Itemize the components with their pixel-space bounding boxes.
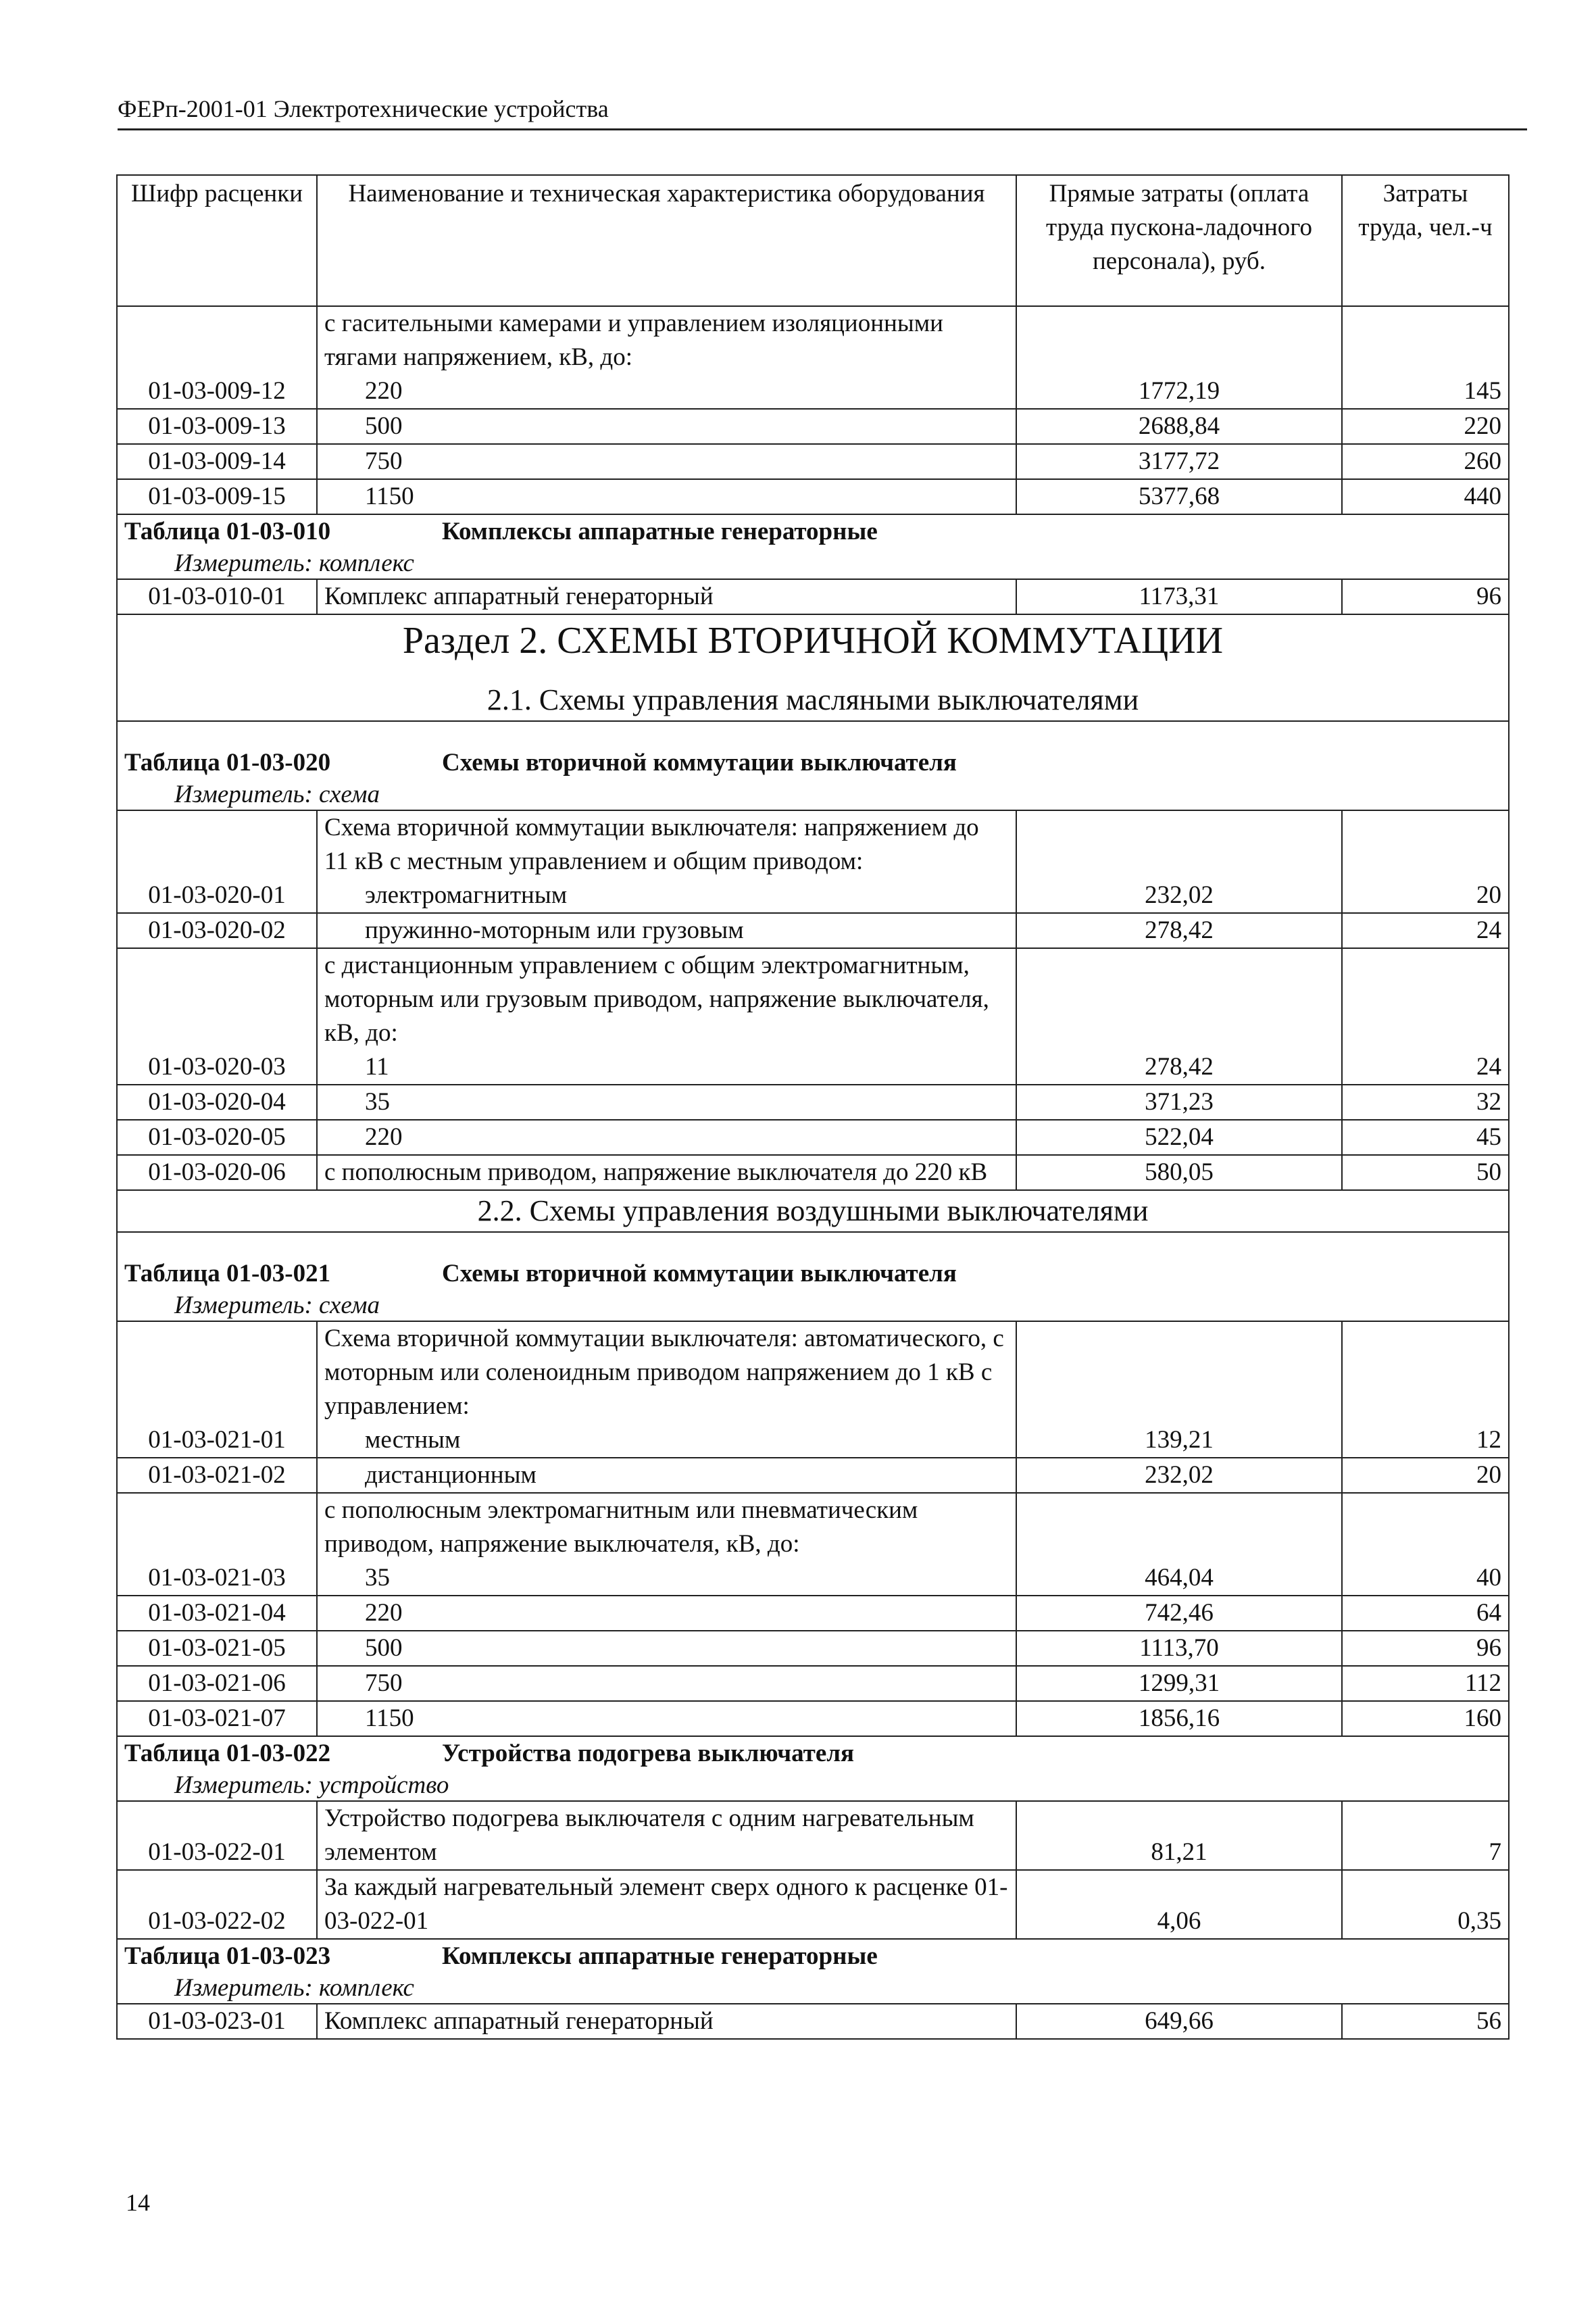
row-code: 01-03-022-02 bbox=[117, 1870, 317, 1939]
measure-row bbox=[117, 780, 1509, 810]
group-intro: с дистанционным управлением с общим электромагнитным, моторным или грузовым приводом, напряжение выключателя, кВ, до: bbox=[324, 952, 989, 1047]
row-cost: 5377,68 bbox=[1016, 479, 1342, 514]
table-name: Схемы вторичной коммутации выключателя bbox=[442, 1260, 957, 1287]
table-row bbox=[117, 444, 1509, 479]
row-cost: 464,04 bbox=[1016, 1493, 1342, 1596]
row-code: 01-03-021-02 bbox=[117, 1458, 317, 1493]
table-name: Комплексы аппаратные генераторные bbox=[442, 518, 878, 545]
table-row bbox=[117, 306, 1509, 409]
row-code: 01-03-009-13 bbox=[117, 409, 317, 444]
row-cost: 81,21 bbox=[1016, 1801, 1342, 1870]
table-row bbox=[117, 948, 1509, 1085]
measure-unit: Измеритель: схема bbox=[174, 781, 380, 808]
rates-table bbox=[116, 174, 1510, 2040]
row-code: 01-03-022-01 bbox=[117, 1801, 317, 1870]
row-cost: 580,05 bbox=[1016, 1155, 1342, 1190]
table-number: Таблица 01-03-022 bbox=[124, 1740, 331, 1767]
table-name: Комплексы аппаратные генераторные bbox=[442, 1942, 878, 1970]
row-cost: 278,42 bbox=[1016, 948, 1342, 1085]
row-labor: 220 bbox=[1342, 409, 1509, 444]
row-description: 220 bbox=[317, 1596, 1016, 1631]
col-header-name: Наименование и техническая характеристика оборудования bbox=[317, 175, 1016, 306]
row-code: 01-03-021-06 bbox=[117, 1666, 317, 1701]
row-code: 01-03-009-15 bbox=[117, 479, 317, 514]
table-row bbox=[117, 913, 1509, 948]
measure-row bbox=[117, 1973, 1509, 2004]
row-description: 1150 bbox=[317, 1701, 1016, 1736]
row-description: 500 bbox=[317, 1631, 1016, 1666]
row-cost: 1173,31 bbox=[1016, 579, 1342, 614]
measure-cell bbox=[117, 780, 1509, 810]
table-name: Устройства подогрева выключателя bbox=[442, 1740, 855, 1767]
table-row bbox=[117, 579, 1509, 614]
row-description: дистанционным bbox=[317, 1458, 1016, 1493]
row-labor: 12 bbox=[1342, 1321, 1509, 1458]
table-row bbox=[117, 1596, 1509, 1631]
group-intro: с пополюсным электромагнитным или пневматическим приводом, напряжение выключателя, кВ, до: bbox=[324, 1496, 918, 1558]
row-cost: 1856,16 bbox=[1016, 1701, 1342, 1736]
row-labor: 160 bbox=[1342, 1701, 1509, 1736]
column-header-row bbox=[117, 175, 1509, 306]
table-title-row bbox=[117, 721, 1509, 780]
row-labor: 20 bbox=[1342, 1458, 1509, 1493]
row-code: 01-03-021-04 bbox=[117, 1596, 317, 1631]
table-number: Таблица 01-03-020 bbox=[124, 749, 331, 777]
table-row bbox=[117, 1321, 1509, 1458]
table-title bbox=[117, 1232, 1509, 1291]
row-cost: 3177,72 bbox=[1016, 444, 1342, 479]
row-code: 01-03-020-04 bbox=[117, 1085, 317, 1120]
measure-row bbox=[117, 1291, 1509, 1321]
measure-unit: Измеритель: устройство bbox=[174, 1771, 449, 1799]
row-description: 500 bbox=[317, 409, 1016, 444]
row-description: 750 bbox=[317, 444, 1016, 479]
table-title bbox=[117, 1939, 1509, 1973]
table-number: Таблица 01-03-010 bbox=[124, 518, 331, 545]
group-intro: с гасительными камерами и управлением изоляционными тягами напряжением, кВ, до: bbox=[324, 310, 943, 371]
row-code: 01-03-020-06 bbox=[117, 1155, 317, 1190]
row-labor: 24 bbox=[1342, 913, 1509, 948]
row-description bbox=[317, 306, 1016, 409]
row-description bbox=[317, 1321, 1016, 1458]
table-number: Таблица 01-03-023 bbox=[124, 1942, 331, 1970]
table-title-row bbox=[117, 1736, 1509, 1771]
measure-row bbox=[117, 1771, 1509, 1801]
row-desc-value: 11 bbox=[365, 1053, 389, 1081]
row-code: 01-03-021-05 bbox=[117, 1631, 317, 1666]
table-row bbox=[117, 1155, 1509, 1190]
subsection-title: 2.2. Схемы управления воздушными выключателями bbox=[477, 1194, 1149, 1227]
row-cost: 742,46 bbox=[1016, 1596, 1342, 1631]
table-title bbox=[117, 514, 1509, 549]
table-row bbox=[117, 1120, 1509, 1155]
row-code: 01-03-021-01 bbox=[117, 1321, 317, 1458]
measure-row bbox=[117, 549, 1509, 579]
measure-cell bbox=[117, 549, 1509, 579]
table-row bbox=[117, 1631, 1509, 1666]
row-description bbox=[317, 1493, 1016, 1596]
row-code: 01-03-010-01 bbox=[117, 579, 317, 614]
row-cost: 232,02 bbox=[1016, 1458, 1342, 1493]
row-code: 01-03-009-14 bbox=[117, 444, 317, 479]
section-heading-row bbox=[117, 614, 1509, 721]
row-labor: 7 bbox=[1342, 1801, 1509, 1870]
row-desc-value: 35 bbox=[365, 1564, 390, 1592]
subsection-title: 2.1. Схемы управления масляными выключателями bbox=[487, 683, 1139, 716]
table-title bbox=[117, 721, 1509, 780]
row-description bbox=[317, 810, 1016, 913]
section-heading-row bbox=[117, 1190, 1509, 1232]
row-labor: 96 bbox=[1342, 1631, 1509, 1666]
row-cost: 232,02 bbox=[1016, 810, 1342, 913]
row-desc-value: электромагнитным bbox=[365, 881, 568, 909]
table-name: Схемы вторичной коммутации выключателя bbox=[442, 749, 957, 777]
measure-unit: Измеритель: схема bbox=[174, 1291, 380, 1319]
table-title bbox=[117, 1736, 1509, 1771]
row-code: 01-03-021-03 bbox=[117, 1493, 317, 1596]
table-row bbox=[117, 1493, 1509, 1596]
row-description: Устройство подогрева выключателя с одним нагревательным элементом bbox=[317, 1801, 1016, 1870]
row-labor: 56 bbox=[1342, 2004, 1509, 2039]
group-intro: Схема вторичной коммутации выключателя: напряжением до 11 кВ с местным управлением и общим приводом: bbox=[324, 814, 979, 875]
row-description bbox=[317, 948, 1016, 1085]
table-row bbox=[117, 1666, 1509, 1701]
row-description: с пополюсным приводом, напряжение выключателя до 220 кВ bbox=[317, 1155, 1016, 1190]
measure-cell bbox=[117, 1291, 1509, 1321]
row-labor: 96 bbox=[1342, 579, 1509, 614]
table-row bbox=[117, 409, 1509, 444]
row-cost: 4,06 bbox=[1016, 1870, 1342, 1939]
row-description: 750 bbox=[317, 1666, 1016, 1701]
page-number: 14 bbox=[126, 2189, 150, 2216]
table-title-row bbox=[117, 1939, 1509, 1973]
table-number: Таблица 01-03-021 bbox=[124, 1260, 331, 1287]
row-cost: 522,04 bbox=[1016, 1120, 1342, 1155]
row-description: 220 bbox=[317, 1120, 1016, 1155]
row-labor: 112 bbox=[1342, 1666, 1509, 1701]
row-cost: 1299,31 bbox=[1016, 1666, 1342, 1701]
row-code: 01-03-020-02 bbox=[117, 913, 317, 948]
row-labor: 40 bbox=[1342, 1493, 1509, 1596]
measure-cell bbox=[117, 1973, 1509, 2004]
measure-cell bbox=[117, 1771, 1509, 1801]
row-labor: 24 bbox=[1342, 948, 1509, 1085]
row-labor: 50 bbox=[1342, 1155, 1509, 1190]
table-row bbox=[117, 1801, 1509, 1870]
row-desc-value: 220 bbox=[365, 377, 403, 405]
row-description: Комплекс аппаратный генераторный bbox=[317, 579, 1016, 614]
row-cost: 139,21 bbox=[1016, 1321, 1342, 1458]
row-description: Комплекс аппаратный генераторный bbox=[317, 2004, 1016, 2039]
row-code: 01-03-009-12 bbox=[117, 306, 317, 409]
col-header-cost: Прямые затраты (оплата труда пускона-ладочного персонала), руб. bbox=[1016, 175, 1342, 306]
row-code: 01-03-020-03 bbox=[117, 948, 317, 1085]
table-title-row bbox=[117, 1232, 1509, 1291]
row-description: пружинно-моторным или грузовым bbox=[317, 913, 1016, 948]
row-cost: 2688,84 bbox=[1016, 409, 1342, 444]
running-header: ФЕРп-2001-01 Электротехнические устройства bbox=[118, 95, 1527, 130]
row-labor: 20 bbox=[1342, 810, 1509, 913]
row-description: 1150 bbox=[317, 479, 1016, 514]
row-code: 01-03-020-05 bbox=[117, 1120, 317, 1155]
table-row bbox=[117, 810, 1509, 913]
table-row bbox=[117, 1085, 1509, 1120]
row-desc-value: местным bbox=[365, 1426, 461, 1454]
section-heading-cell bbox=[117, 1190, 1509, 1232]
row-cost: 1772,19 bbox=[1016, 306, 1342, 409]
row-cost: 1113,70 bbox=[1016, 1631, 1342, 1666]
table-title-row bbox=[117, 514, 1509, 549]
row-description: 35 bbox=[317, 1085, 1016, 1120]
row-code: 01-03-023-01 bbox=[117, 2004, 317, 2039]
measure-unit: Измеритель: комплекс bbox=[174, 1974, 414, 2002]
table-row bbox=[117, 2004, 1509, 2039]
row-cost: 371,23 bbox=[1016, 1085, 1342, 1120]
table-row bbox=[117, 1458, 1509, 1493]
row-code: 01-03-021-07 bbox=[117, 1701, 317, 1736]
row-labor: 145 bbox=[1342, 306, 1509, 409]
table-row bbox=[117, 1701, 1509, 1736]
col-header-code: Шифр расценки bbox=[117, 175, 317, 306]
table-row bbox=[117, 1870, 1509, 1939]
group-intro: Схема вторичной коммутации выключателя: автоматического, с моторным или соленоидным приводом напряжением до 1 кВ с управлением: bbox=[324, 1325, 1004, 1420]
row-labor: 440 bbox=[1342, 479, 1509, 514]
section-title: Раздел 2. СХЕМЫ ВТОРИЧНОЙ КОММУТАЦИИ bbox=[402, 620, 1224, 662]
col-header-labor: Затраты труда, чел.-ч bbox=[1342, 175, 1509, 306]
row-labor: 45 bbox=[1342, 1120, 1509, 1155]
row-labor: 32 bbox=[1342, 1085, 1509, 1120]
table-row bbox=[117, 479, 1509, 514]
row-description: За каждый нагревательный элемент сверх одного к расценке 01-03-022-01 bbox=[317, 1870, 1016, 1939]
row-code: 01-03-020-01 bbox=[117, 810, 317, 913]
section-heading-cell bbox=[117, 614, 1509, 721]
row-cost: 649,66 bbox=[1016, 2004, 1342, 2039]
row-labor: 0,35 bbox=[1342, 1870, 1509, 1939]
row-labor: 260 bbox=[1342, 444, 1509, 479]
row-cost: 278,42 bbox=[1016, 913, 1342, 948]
row-labor: 64 bbox=[1342, 1596, 1509, 1631]
measure-unit: Измеритель: комплекс bbox=[174, 549, 414, 577]
